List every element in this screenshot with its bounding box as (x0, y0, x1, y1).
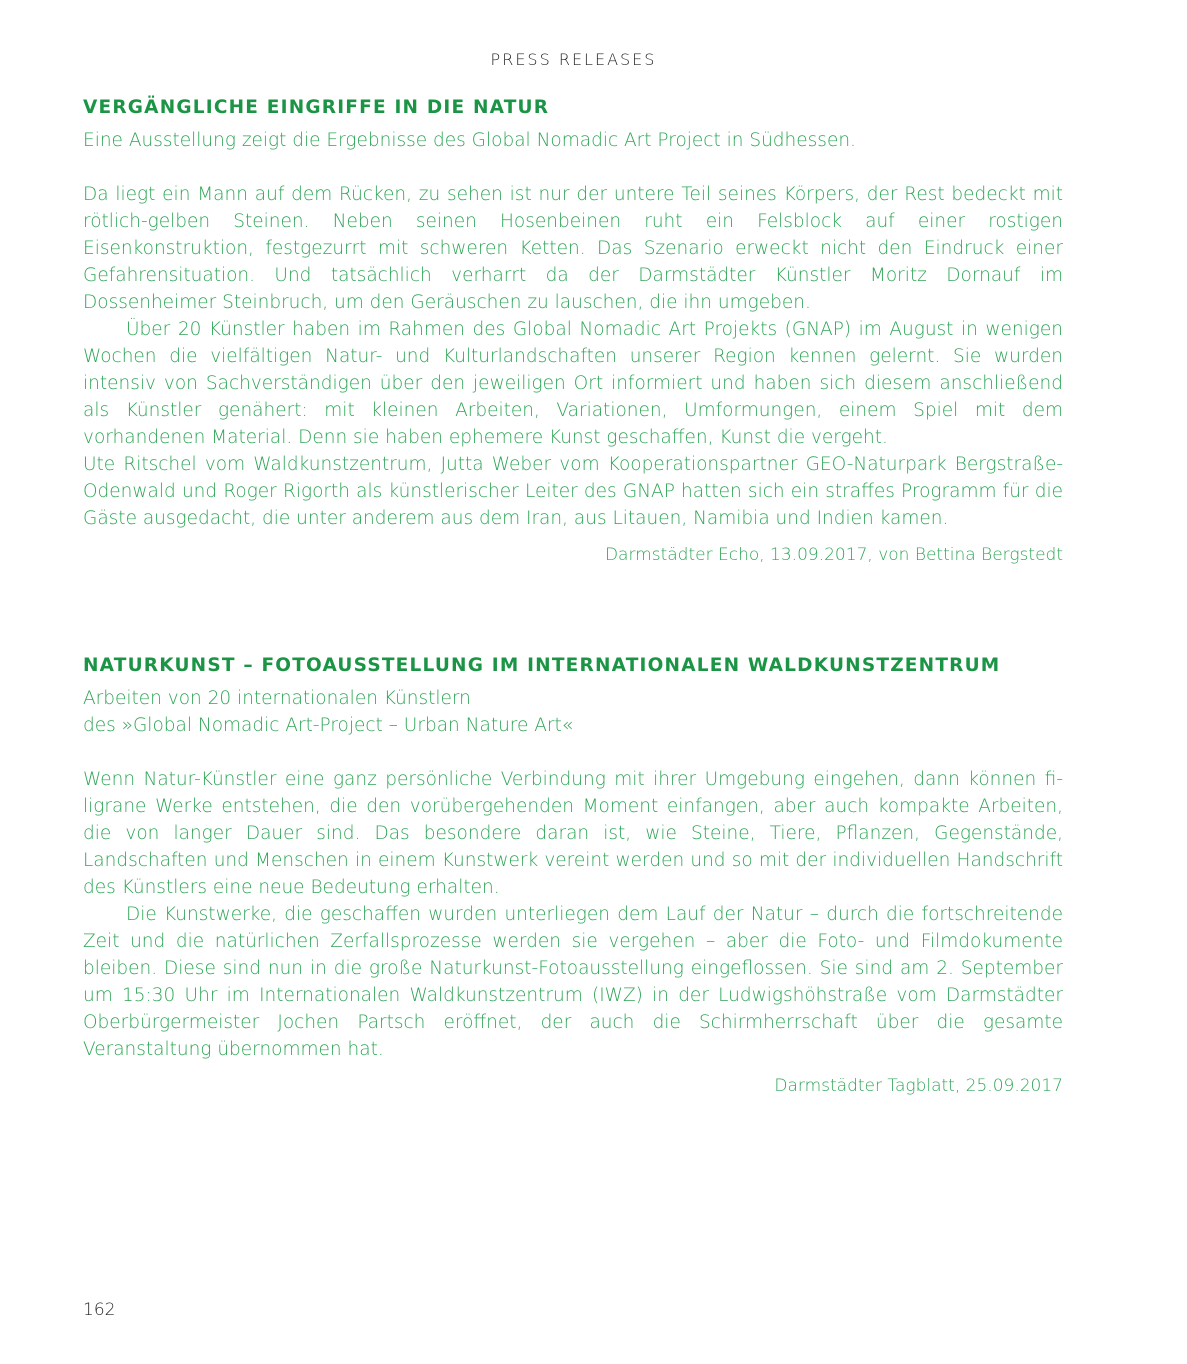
article-source-credit: Darmstädter Tagblatt, 25.09.2017 (774, 1076, 1063, 1096)
running-head: PRESS RELEASES (490, 50, 657, 69)
article-paragraph: Da liegt ein Mann auf dem Rücken, zu sehen ist nur der untere Teil seines Körpers, der Rest bedeckt mit rötlich-gelben Steinen. Neben seinen Hosenbeinen ruht ein Felsblock auf einer rostigen Eisenkonstruktion, festgezurrt mit schweren Ketten. Das Szenario erweckt nicht den Eindruck einer Gefahrensituation. Und tatsächlich verharrt da der Darmstädter Künstler Moritz Dornauf im Dossenheimer Steinbruch, um den Geräuschen zu lauschen, die ihn umgeben. (83, 184, 1063, 313)
article-source-credit: Darmstädter Echo, 13.09.2017, von Bettina Bergstedt (604, 545, 1063, 565)
article-paragraph: Über 20 Künstler haben im Rahmen des Global Nomadic Art Projekts (GNAP) im August in wenigen Wochen die vielfältigen Natur- und Kulturlandschaften unserer Region kennen gelernt. Sie wurden intensiv von Sachverständigen über den jeweiligen Ort informiert und haben sich diesem anschließend als Künstler genähert: mit kleinen Arbeiten, Variationen, Umformungen, einem Spiel mit dem vorhandenen Material. Denn sie haben ephemere Kunst geschaffen, Kunst die vergeht. (83, 319, 1063, 448)
article-paragraph: Ute Ritschel vom Waldkunstzentrum, Jutta Weber vom Kooperationspartner GEO-Naturpark Bergstraße-Odenwald und Roger Rigorth als künstlerischer Leiter des GNAP hatten sich ein straffes Programm für die Gäste ausgedacht, die unter anderem aus dem Iran, aus Litauen, Namibia und Indien kamen. (83, 454, 1063, 529)
article-subheadline (83, 685, 1063, 739)
subheadline-line: des »Global Nomadic Art-Project – Urban Nature Art« (83, 715, 574, 736)
article-paragraph: Wenn Natur-Künstler eine ganz persönliche Verbindung mit ihrer Umgebung eingehen, dann können filigrane Werke entstehen, die den vorübergehenden Moment einfangen, aber auch kompakte Arbeiten, die von langer Dauer sind. Das besondere daran ist, wie Steine, Tiere, Pflanzen, Gegenstände, Landschaften und Menschen in einem Kunstwerk vereint werden und so mit der individuellen Handschrift des Künstlers eine neue Bedeutung erhalten. (83, 769, 1063, 898)
press-article-1 (83, 95, 1063, 568)
article-body (83, 766, 1063, 1063)
article-subheadline: Eine Ausstellung zeigt die Ergebnisse des Global Nomadic Art Project in Südhessen. (83, 130, 856, 151)
article-body (83, 181, 1063, 532)
subheadline-line: Arbeiten von 20 internationalen Künstlern (83, 688, 471, 709)
press-article-2 (83, 653, 1063, 1099)
page-number: 162 (83, 1300, 116, 1320)
article-paragraph: Die Kunstwerke, die geschaffen wurden unterliegen dem Lauf der Natur – durch die fortschreitende Zeit und die natürlichen Zerfallsprozesse werden sie vergehen – aber die Foto- und Filmdokumente bleiben. Diese sind nun in die große Naturkunst-Fotoausstellung eingeflossen. Sie sind am 2. September um 15:30 Uhr im Internationalen Waldkunstzentrum (IWZ) in der Ludwigshöhstraße vom Darmstädter Oberbürgermeister Jochen Partsch eröffnet, der auch die Schirmherrschaft über die gesamte Veranstaltung übernommen hat. (83, 904, 1063, 1060)
article-headline: NATURKUNST – FOTOAUSSTELLUNG IM INTERNATIONALEN WALDKUNSTZENTRUM (83, 655, 1001, 676)
article-headline: VERGÄNGLICHE EINGRIFFE IN DIE NATUR (83, 97, 550, 118)
